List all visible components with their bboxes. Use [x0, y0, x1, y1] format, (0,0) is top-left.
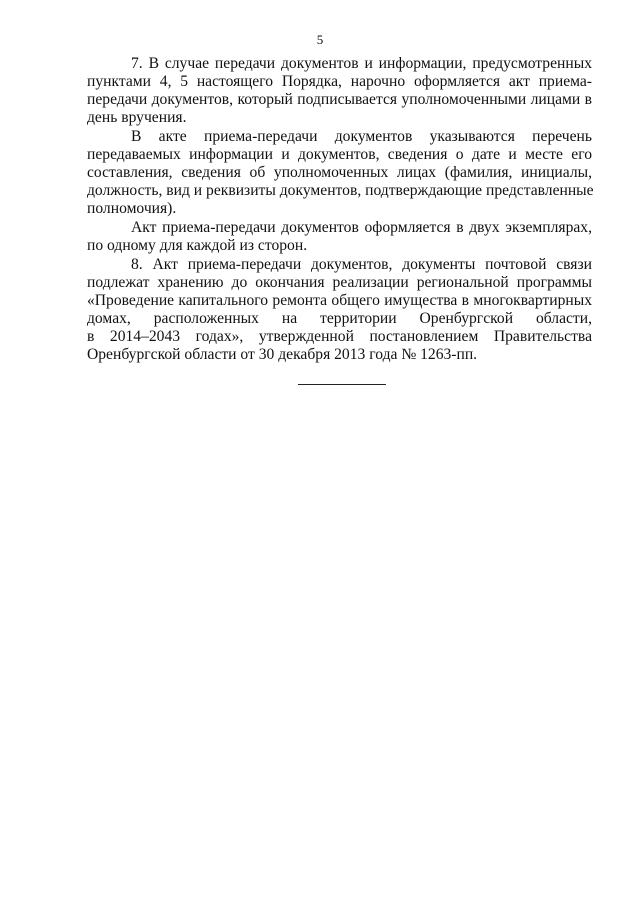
text-line: полномочия). — [87, 200, 177, 217]
text-line: Акт приема-передачи документов оформляется в двух экземплярах, — [131, 219, 592, 236]
page-number: 5 — [316, 32, 324, 47]
text-line: передаваемых информации и документов, сведения о дате и месте его — [87, 146, 592, 163]
text-line: 8. Акт приема-передачи документов, документы почтовой связи — [131, 256, 592, 273]
text-line: день вручения. — [87, 109, 187, 126]
text-line: по одному для каждой из сторон. — [87, 237, 308, 254]
text-line: подлежат хранению до окончания реализации региональной программы — [87, 274, 592, 291]
text-line: 7. В случае передачи документов и информации, предусмотренных — [131, 55, 592, 72]
text-line: пунктами 4, 5 настоящего Порядка, нарочно оформляется акт приема- — [87, 73, 592, 90]
text-line: должность, вид и реквизиты документов, подтверждающие представленные — [87, 182, 594, 199]
end-divider — [298, 384, 386, 385]
text-line: в 2014–2043 годах», утвержденной постановлением Правительства — [87, 328, 592, 345]
text-line: «Проведение капитального ремонта общего имущества в многоквартирных — [87, 292, 592, 309]
text-line: передачи документов, который подписывается уполномоченными лицами в — [87, 91, 592, 108]
text-line: В акте приема-передачи документов указываются перечень — [131, 128, 592, 145]
text-line: домах, расположенных на территории Оренбургской области, — [87, 310, 592, 327]
text-line: Оренбургской области от 30 декабря 2013 года № 1263-пп. — [87, 346, 478, 363]
text-line: составления, сведения об уполномоченных лицах (фамилия, инициалы, — [87, 164, 592, 181]
